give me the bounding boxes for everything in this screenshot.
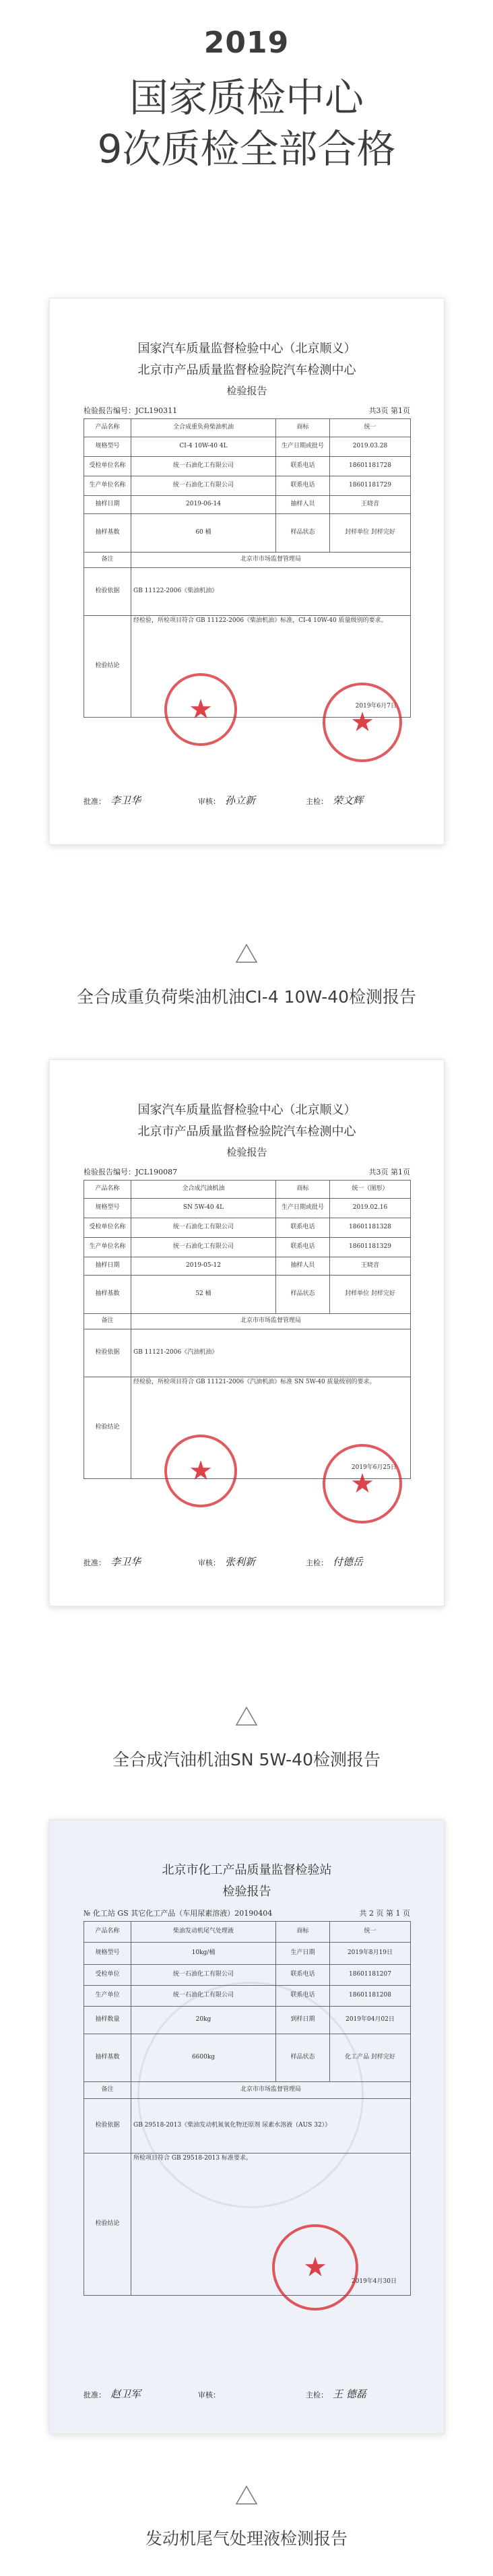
sign-approve-label: 批准： (84, 2391, 106, 2399)
table-row (84, 2007, 411, 2034)
report-table (84, 1180, 411, 1479)
report-date: 2019年6月7日 (355, 702, 397, 710)
table-row (84, 1329, 411, 1377)
cell-label: 产品名称 (84, 1181, 131, 1198)
cell-label: 商标 (276, 1181, 330, 1198)
cell-label: 备注 (84, 553, 131, 567)
report-caption-3: 发动机尾气处理液检测报告 (145, 2529, 348, 2548)
cell-value: 18601181729 (330, 476, 411, 495)
star-icon: ★ (350, 707, 374, 738)
report-number: 检验报告编号：JCL190311 (84, 406, 178, 415)
table-row (84, 437, 411, 457)
report-org: 国家汽车质量监督检验中心（北京顺义） (137, 1103, 356, 1117)
cell-value: 18601181207 (330, 1965, 411, 1985)
table-row (84, 2034, 411, 2082)
sign-test-label: 主检： (306, 1559, 328, 1567)
cell-label: 规格型号 (84, 1943, 131, 1964)
cell-value: 封样单位 封样完好 (330, 1276, 411, 1313)
triangle-icon (235, 943, 258, 964)
report-card-1 (49, 298, 445, 845)
table-row (84, 568, 411, 616)
report-table (84, 1921, 411, 2296)
report-org: 国家汽车质量监督检验中心（北京顺义） (137, 342, 356, 356)
report-org-2: 北京市产品质量监督检验院汽车检测中心 (137, 1125, 356, 1139)
cell-value: 全合成重负荷柴油机油 (131, 419, 276, 437)
table-row (84, 2154, 411, 2296)
table-row (84, 419, 411, 437)
cell-value: 封样单位 封样完好 (330, 514, 411, 552)
cell-label: 产品名称 (84, 1922, 131, 1942)
cell-value: 2019年8月19日 (330, 1943, 411, 1964)
cell-value: 统一石油化工有限公司 (131, 457, 276, 476)
cell-value: 2019.02.16 (330, 1199, 411, 1218)
cell-label: 规格型号 (84, 1199, 131, 1218)
report-meta (84, 1908, 410, 1918)
hero-year: 2019 (203, 26, 290, 60)
signature-approve: 李卫华 (110, 1556, 141, 1568)
table-row (84, 1181, 411, 1199)
cell-value: 王晓音 (330, 1257, 411, 1275)
report-caption-1: 全合成重负荷柴油机油CI-4 10W-40检测报告 (76, 987, 417, 1007)
cell-label: 联系电话 (276, 1986, 330, 2006)
official-seal-stamp (272, 2224, 358, 2311)
cell-label: 抽样基数 (84, 1276, 131, 1313)
cell-value: 统一 (330, 419, 411, 437)
cell-label: 规格型号 (84, 437, 131, 456)
standard-text: GB 29518-2013《柴油发动机氮氧化物还原剂 尿素水溶液（AUS 32）》 (131, 2099, 411, 2153)
signature-approve: 李卫华 (110, 794, 141, 807)
report-caption-2: 全合成汽油机油SN 5W-40检测报告 (112, 1750, 381, 1769)
cell-value: 北京市市场监督管理局 (131, 553, 411, 567)
table-row (84, 1199, 411, 1218)
cell-label: 样品状态 (276, 1276, 330, 1313)
official-seal-stamp (164, 1435, 237, 1507)
sign-approve-label: 批准： (84, 1559, 106, 1567)
report-org: 北京市化工产品质量监督检验站 (162, 1863, 332, 1877)
cell-value: 统一石油化工有限公司 (131, 1986, 276, 2006)
standard-text: GB 11122-2006《柴油机油》 (131, 568, 411, 615)
official-seal-stamp (323, 683, 402, 762)
cell-value: 18601181328 (330, 1218, 411, 1237)
cell-value: 统一（图形） (330, 1181, 411, 1198)
cell-label: 检验结论 (84, 2154, 131, 2295)
table-row (84, 1257, 411, 1276)
cell-value: 18601181728 (330, 457, 411, 476)
conclusion-text: 经检验，所检项目符合 GB 11122-2006《柴油机油》标准，CI-4 10W-40 质量级别的要求。 (133, 617, 387, 624)
report-date: 2019年4月30日 (351, 2277, 397, 2285)
report-page: 共 2 页 第 1 页 (359, 1909, 410, 1918)
cell-label: 抽样日期 (84, 1257, 131, 1275)
sign-approve-label: 批准： (84, 797, 106, 806)
table-row (84, 1943, 411, 1965)
cell-label: 到样日期 (276, 2007, 330, 2034)
cell-label: 抽样基数 (84, 2034, 131, 2081)
sign-test-label: 主检： (306, 797, 328, 806)
official-seal-stamp (323, 1444, 402, 1523)
sign-review-label: 审核： (198, 797, 220, 806)
conclusion-text: 所检项目符合 GB 29518-2013 标准要求。 (133, 2155, 252, 2162)
cell-label: 受检单位 (84, 1965, 131, 1985)
signature-review: 孙立新 (225, 794, 256, 807)
cell-label: 生产单位名称 (84, 1238, 131, 1257)
cell-value: 18601181208 (330, 1986, 411, 2006)
conclusion-cell (131, 2154, 411, 2295)
table-row (84, 496, 411, 514)
signature-review: 张利新 (225, 1556, 256, 1568)
cell-label: 受检单位名称 (84, 457, 131, 476)
cell-label: 联系电话 (276, 1965, 330, 1985)
report-card-2 (49, 1059, 445, 1606)
sign-review-label: 审核： (198, 1559, 220, 1567)
cell-label: 抽样基数 (84, 514, 131, 552)
cell-value: 全合成汽油机油 (131, 1181, 276, 1198)
report-title: 检验报告 (222, 1885, 271, 1899)
cell-value: 化工产品 封样完好 (330, 2034, 411, 2081)
report-table (84, 418, 411, 718)
report-org-2: 北京市产品质量监督检验院汽车检测中心 (137, 363, 356, 377)
standard-text: GB 11121-2006《汽油机油》 (131, 1329, 411, 1377)
cell-value: 北京市市场监督管理局 (131, 1314, 411, 1329)
table-row (84, 476, 411, 496)
table-row (84, 1218, 411, 1238)
report-number: № 化工站 GS 其它化工产品（车用尿素溶液）20190404 (84, 1909, 273, 1918)
table-row (84, 553, 411, 568)
cell-label: 商标 (276, 419, 330, 437)
triangle-icon (235, 2485, 258, 2505)
cell-label: 商标 (276, 1922, 330, 1942)
star-icon: ★ (189, 694, 213, 725)
cell-label: 检验结论 (84, 1377, 131, 1478)
sign-test-label: 主检： (306, 2391, 328, 2399)
cell-label: 联系电话 (276, 1238, 330, 1257)
cell-value: SN 5W-40 4L (131, 1199, 276, 1218)
report-meta (84, 405, 410, 416)
cell-label: 备注 (84, 2082, 131, 2098)
star-icon: ★ (303, 2252, 327, 2283)
cell-value: 60 桶 (131, 514, 276, 552)
cell-label: 生产日期或批号 (276, 1199, 330, 1218)
report-title: 检验报告 (226, 1146, 267, 1158)
hero-title: 国家质检中心 (129, 75, 364, 121)
cell-value: 52 桶 (131, 1276, 276, 1313)
table-row (84, 1986, 411, 2007)
cell-value: 统一 (330, 1922, 411, 1942)
cell-value: CI-4 10W-40 4L (131, 437, 276, 456)
table-row (84, 1922, 411, 1943)
conclusion-text: 经检验，所检项目符合 GB 11121-2006《汽油机油》标准 SN 5W-40 质量级别的要求。 (133, 1379, 376, 1385)
cell-value: 柴油发动机尾气处理液 (131, 1922, 276, 1942)
cell-label: 抽样人员 (276, 1257, 330, 1275)
cell-label: 检验依据 (84, 2099, 131, 2153)
cell-value: 王晓音 (330, 496, 411, 513)
cell-label: 样品状态 (276, 514, 330, 552)
cell-label: 生产日期或批号 (276, 437, 330, 456)
signature-test: 付德岳 (333, 1556, 364, 1568)
triangle-icon (235, 1706, 258, 1726)
table-row (84, 1314, 411, 1329)
report-page: 共3页 第1页 (368, 1168, 410, 1176)
cell-value: 18601181329 (330, 1238, 411, 1257)
cell-value: 统一石油化工有限公司 (131, 1965, 276, 1985)
table-row (84, 514, 411, 553)
sign-review-label: 审核： (198, 2391, 220, 2399)
cell-label: 抽样日期 (84, 496, 131, 513)
report-page: 共3页 第1页 (368, 406, 410, 415)
cell-label: 联系电话 (276, 457, 330, 476)
table-row (84, 2099, 411, 2154)
cell-value: 统一石油化工有限公司 (131, 1238, 276, 1257)
table-row (84, 2082, 411, 2099)
table-row (84, 457, 411, 476)
signature-test: 荣文辉 (333, 794, 364, 807)
cell-label: 生产单位名称 (84, 476, 131, 495)
report-number: 检验报告编号：JCL190087 (84, 1168, 178, 1176)
cell-label: 检验依据 (84, 1329, 131, 1377)
star-icon: ★ (189, 1455, 213, 1486)
cell-value: 统一石油化工有限公司 (131, 476, 276, 495)
official-seal-stamp (164, 673, 237, 746)
cell-value: 10kg/桶 (131, 1943, 276, 1964)
cell-value: 2019-05-12 (131, 1257, 276, 1275)
cell-label: 受检单位名称 (84, 1218, 131, 1237)
cell-value: 2019-06-14 (131, 496, 276, 513)
star-icon: ★ (350, 1468, 374, 1499)
table-row (84, 1238, 411, 1257)
cell-label: 检验结论 (84, 616, 131, 717)
cell-label: 抽样数量 (84, 2007, 131, 2034)
report-meta (84, 1166, 410, 1177)
report-card-3 (49, 1819, 445, 2434)
cell-label: 联系电话 (276, 1218, 330, 1237)
signature-test: 王 德磊 (333, 2388, 366, 2400)
cell-label: 生产单位 (84, 1986, 131, 2006)
cell-label: 生产日期 (276, 1943, 330, 1964)
cell-value: 2019年04月02日 (330, 2007, 411, 2034)
table-row (84, 1965, 411, 1986)
cell-label: 联系电话 (276, 476, 330, 495)
report-date: 2019年6月25日 (351, 1464, 397, 1471)
cell-value: 统一石油化工有限公司 (131, 1218, 276, 1237)
cell-value: 6600kg (131, 2034, 276, 2081)
cell-label: 抽样人员 (276, 496, 330, 513)
hero-subtitle: 9次质检全部合格 (97, 126, 396, 172)
cell-label: 备注 (84, 1314, 131, 1329)
cell-value: 北京市市场监督管理局 (131, 2082, 411, 2098)
signature-approve: 赵卫军 (110, 2388, 141, 2400)
cell-value: 2019.03.28 (330, 437, 411, 456)
cell-label: 样品状态 (276, 2034, 330, 2081)
cell-label: 产品名称 (84, 419, 131, 437)
cell-label: 检验依据 (84, 568, 131, 615)
table-row (84, 1276, 411, 1314)
report-title: 检验报告 (226, 385, 267, 397)
cell-value: 20kg (131, 2007, 276, 2034)
